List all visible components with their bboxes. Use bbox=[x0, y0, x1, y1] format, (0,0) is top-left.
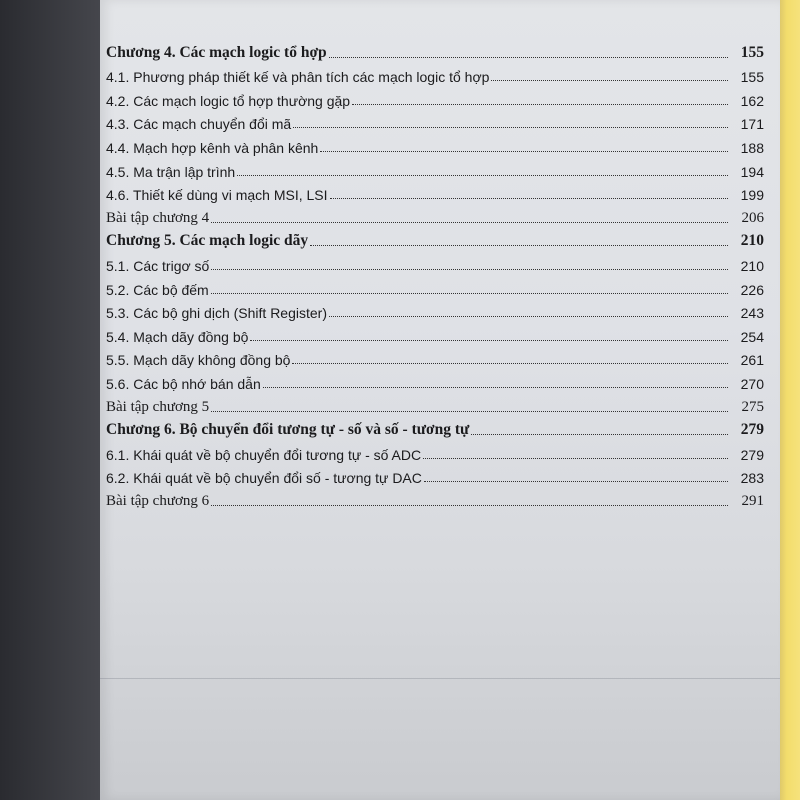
toc-page-number: 210 bbox=[740, 232, 764, 250]
toc-row bbox=[106, 227, 764, 251]
toc-page-number: 261 bbox=[740, 352, 764, 369]
toc-row bbox=[106, 439, 764, 463]
toc-row bbox=[106, 132, 764, 156]
background-left bbox=[0, 0, 100, 800]
toc-title: 4.5. Ma trận lập trình bbox=[106, 163, 236, 180]
toc-title: 5.3. Các bộ ghi dịch (Shift Register) bbox=[106, 305, 327, 322]
toc-title: 5.2. Các bộ đếm bbox=[106, 281, 209, 298]
toc-title: Bài tập chương 6 bbox=[106, 492, 210, 509]
toc-row bbox=[106, 274, 764, 298]
toc-row bbox=[106, 250, 764, 274]
book-page bbox=[100, 0, 780, 800]
toc-row bbox=[106, 203, 764, 227]
dot-leader bbox=[329, 56, 728, 58]
toc-row bbox=[106, 368, 764, 392]
toc-page-number: 279 bbox=[740, 446, 764, 463]
toc-page-number: 283 bbox=[740, 470, 764, 487]
book-cover-edge bbox=[778, 0, 800, 800]
bleed-through-frame bbox=[100, 678, 780, 800]
toc-row bbox=[106, 298, 764, 322]
dot-leader bbox=[491, 79, 728, 81]
toc-title: 4.3. Các mạch chuyển đổi mã bbox=[106, 116, 292, 133]
toc-title: 4.2. Các mạch logic tổ hợp thường gặp bbox=[106, 92, 351, 109]
dot-leader bbox=[211, 504, 728, 506]
toc-page-number: 254 bbox=[740, 328, 764, 345]
dot-leader bbox=[424, 480, 728, 482]
dot-leader bbox=[211, 221, 728, 223]
toc-title: 4.6. Thiết kế dùng vi mạch MSI, LSI bbox=[106, 187, 328, 204]
toc-row bbox=[106, 416, 764, 440]
toc-row bbox=[106, 345, 764, 369]
dot-leader bbox=[423, 457, 728, 459]
dot-leader bbox=[352, 103, 728, 105]
dot-leader bbox=[310, 244, 728, 246]
dot-leader bbox=[211, 410, 728, 412]
dot-leader bbox=[471, 433, 728, 435]
toc-page-number: 226 bbox=[740, 281, 764, 298]
toc-page-number: 275 bbox=[741, 398, 764, 415]
toc-page-number: 270 bbox=[740, 375, 764, 392]
toc-page-number: 243 bbox=[740, 305, 764, 322]
toc-row bbox=[106, 463, 764, 487]
toc-page-number: 188 bbox=[740, 139, 764, 156]
toc-page-number: 162 bbox=[740, 92, 764, 109]
toc-page-number: 155 bbox=[740, 69, 764, 86]
toc-row bbox=[106, 486, 764, 510]
dot-leader bbox=[330, 197, 728, 199]
dot-leader bbox=[320, 150, 728, 152]
toc-title: Chương 6. Bộ chuyển đổi tương tự - số và số - tương tự bbox=[106, 421, 470, 439]
toc-title: Chương 5. Các mạch logic dãy bbox=[106, 232, 309, 250]
toc-row bbox=[106, 62, 764, 86]
toc-row bbox=[106, 180, 764, 204]
dot-leader bbox=[250, 339, 728, 341]
toc-title: 5.4. Mạch dãy đồng bộ bbox=[106, 328, 249, 345]
dot-leader bbox=[293, 126, 728, 128]
toc-row bbox=[106, 109, 764, 133]
toc-title: 4.4. Mạch hợp kênh và phân kênh bbox=[106, 139, 319, 156]
toc-page-number: 199 bbox=[740, 187, 764, 204]
dot-leader bbox=[211, 268, 728, 270]
toc-title: Bài tập chương 5 bbox=[106, 398, 210, 415]
table-of-contents bbox=[106, 38, 764, 510]
toc-page-number: 171 bbox=[740, 116, 764, 133]
toc-title: 6.1. Khái quát về bộ chuyển đổi tương tự - số ADC bbox=[106, 446, 422, 463]
toc-row bbox=[106, 156, 764, 180]
dot-leader bbox=[292, 362, 728, 364]
toc-title: Chương 4. Các mạch logic tổ hợp bbox=[106, 43, 327, 61]
dot-leader bbox=[329, 315, 728, 317]
toc-title: 6.2. Khái quát về bộ chuyển đổi số - tương tự DAC bbox=[106, 470, 422, 487]
dot-leader bbox=[263, 386, 728, 388]
toc-page-number: 210 bbox=[740, 257, 764, 274]
toc-title: 4.1. Phương pháp thiết kế và phân tích các mạch logic tổ hợp bbox=[106, 69, 490, 86]
toc-page-number: 155 bbox=[740, 43, 764, 61]
toc-title: 5.5. Mạch dãy không đồng bộ bbox=[106, 352, 291, 369]
toc-title: Bài tập chương 4 bbox=[106, 209, 210, 226]
dot-leader bbox=[211, 292, 728, 294]
toc-title: 5.6. Các bộ nhớ bán dẫn bbox=[106, 375, 261, 392]
toc-title: 5.1. Các trigơ số bbox=[106, 257, 210, 274]
toc-page-number: 206 bbox=[741, 209, 764, 226]
toc-row bbox=[106, 38, 764, 62]
toc-row bbox=[106, 321, 764, 345]
toc-page-number: 194 bbox=[740, 163, 764, 180]
toc-page-number: 279 bbox=[740, 421, 764, 439]
toc-row bbox=[106, 392, 764, 416]
toc-row bbox=[106, 85, 764, 109]
toc-page-number: 291 bbox=[741, 492, 764, 509]
dot-leader bbox=[237, 174, 728, 176]
